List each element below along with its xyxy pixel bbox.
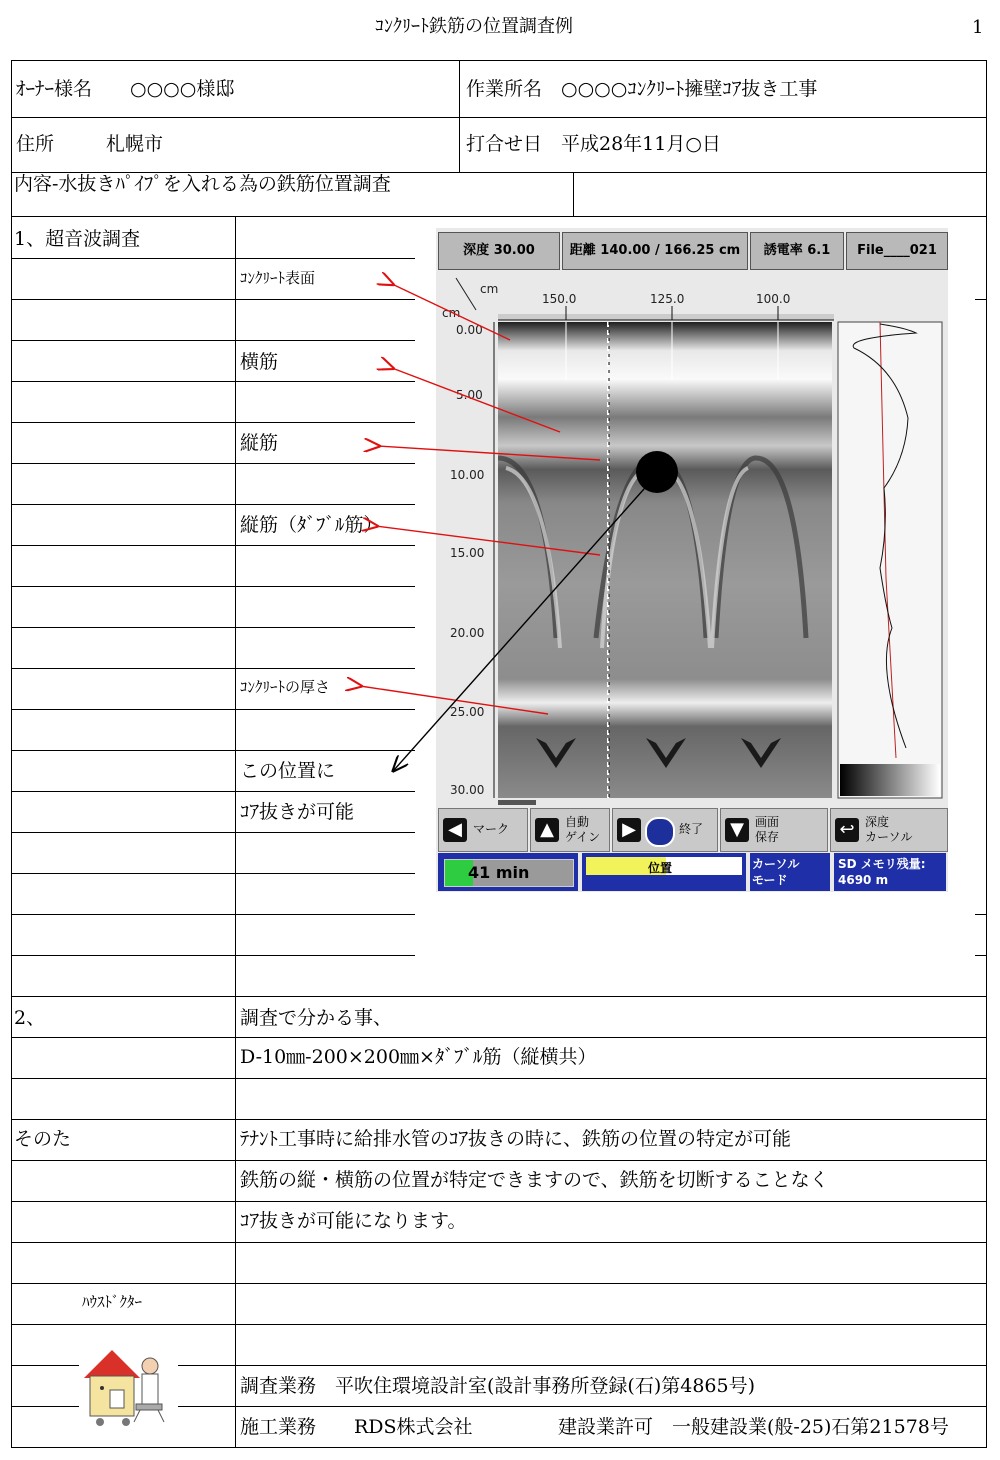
y-unit: cm — [442, 306, 461, 320]
construction-license: 建設業許可 一般建設業(般-25)石第21578号 — [558, 1416, 949, 1438]
page-title: ｺﾝｸﾘｰﾄ鉄筋の位置調査例 — [375, 16, 573, 37]
arrow-vertical-double — [376, 526, 600, 555]
house-doctor-logo — [80, 1340, 172, 1430]
cursor-mode-status: カーソル モード — [750, 853, 830, 891]
arrow-up-icon: ▲ — [535, 818, 559, 842]
core-position-marker — [636, 451, 678, 493]
arrow-right-icon: ▶ — [617, 818, 641, 842]
auto-gain-button[interactable]: ▲ 自動 ゲイン — [530, 808, 610, 852]
y-tick-15: 15.00 — [450, 546, 485, 560]
x-unit: cm — [480, 282, 499, 296]
label-position-1: この位置に — [240, 760, 336, 782]
other-line-2: 鉄筋の縦・横筋の位置が特定できますので、鉄筋を切断することなく — [240, 1169, 829, 1191]
y-tick-30: 30.00 — [450, 783, 485, 797]
end-button[interactable]: ▶ 終了 — [612, 808, 718, 852]
arrow-core-position — [394, 480, 652, 770]
x-tick-150: 150.0 — [542, 292, 577, 306]
return-arrow-icon: ↩ — [835, 818, 859, 842]
survey-office: 調査業務 平吹住環境設計室(設計事務所登録(石)第4865号) — [240, 1375, 756, 1397]
save-screen-button[interactable]: ▼ 画面 保存 — [720, 808, 828, 852]
construction-company: 施工業務 RDS株式会社 — [240, 1416, 473, 1438]
other-line-3: ｺｱ抜きが可能になります。 — [240, 1210, 467, 1232]
battery-text: 41 min — [468, 863, 530, 882]
sd-memory-status: SD メモリ残量: 4690 m — [834, 853, 946, 891]
section1-title: 1、超音波調査 — [14, 228, 141, 250]
page-number: 1 — [972, 17, 984, 38]
gpr-file-readout: File____021 — [846, 232, 948, 270]
gpr-distance-readout: 距離 140.00 / 166.25 cm — [562, 232, 748, 270]
label-vertical-rebar: 縦筋 — [240, 432, 279, 454]
gpr-depth-readout: 深度 30.00 — [438, 232, 560, 270]
survey-content: 内容-水抜きﾊﾟｲﾌﾟを入れる為の鉄筋位置調査 — [14, 173, 391, 195]
address-label: 住所 — [16, 133, 55, 155]
meeting-date: 打合せ日 平成28年11月○日 — [466, 133, 721, 155]
address-value: 札幌市 — [106, 133, 164, 155]
other-line-1: ﾃﾅﾝﾄ工事時に給排水管のｺｱ抜きの時に、鉄筋の位置の特定が可能 — [240, 1128, 792, 1150]
x-tick-125: 125.0 — [650, 292, 685, 306]
gpr-dielectric-readout: 誘電率 6.1 — [750, 232, 844, 270]
position-label: 位置 — [648, 861, 673, 875]
depth-cursor-button[interactable]: ↩ 深度 カーソル — [830, 808, 948, 852]
y-tick-10: 10.00 — [450, 468, 485, 482]
y-tick-0: 0.00 — [456, 323, 483, 337]
logo-text: ﾊｳｽﾄﾞｸﾀｰ — [82, 1293, 143, 1311]
arrow-horizontal — [392, 368, 560, 432]
label-position-2: ｺｱ抜きが可能 — [240, 801, 355, 823]
site-name: 作業所名 ○○○○ｺﾝｸﾘｰﾄ擁壁ｺｱ抜き工事 — [466, 78, 818, 100]
label-concrete-surface: ｺﾝｸﾘｰﾄ表面 — [240, 269, 316, 287]
arrow-surface — [392, 284, 510, 340]
label-vertical-double-rebar: 縦筋（ﾀﾞﾌﾞﾙ筋） — [240, 514, 383, 536]
label-concrete-thickness: ｺﾝｸﾘｰﾄの厚さ — [240, 678, 331, 696]
arrow-thickness — [360, 686, 548, 714]
section2-heading: 調査で分かる事、 — [240, 1007, 393, 1029]
label-horizontal-rebar: 横筋 — [240, 351, 279, 373]
other-title: そのた — [14, 1128, 72, 1150]
mark-button[interactable]: ◀ マーク — [438, 808, 528, 852]
section2-title: 2、 — [14, 1007, 46, 1029]
y-tick-25: 25.00 — [450, 705, 485, 719]
x-tick-100: 100.0 — [756, 292, 791, 306]
arrow-down-icon: ▼ — [725, 818, 749, 842]
arrow-left-icon: ◀ — [443, 818, 467, 842]
owner-name: ｵｰﾅｰ様名 ○○○○様邸 — [16, 78, 235, 100]
arrow-vertical — [378, 446, 600, 460]
y-tick-20: 20.00 — [450, 626, 485, 640]
rebar-spec: D-10㎜-200×200㎜×ﾀﾞﾌﾞﾙ筋（縦横共） — [240, 1046, 597, 1068]
y-tick-5: 5.00 — [456, 388, 483, 402]
